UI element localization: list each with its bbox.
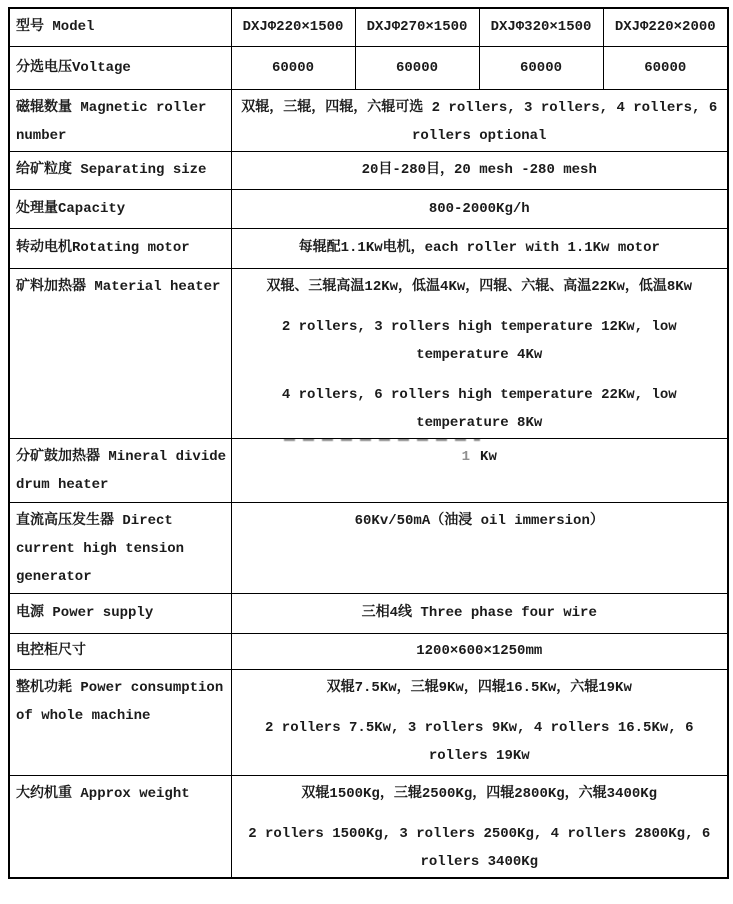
value-paragraph: 4 rollers, 6 rollers high temperature 22Kw, low temperature 8Kw bbox=[281, 386, 677, 431]
table-row-approx-weight bbox=[9, 775, 728, 878]
table-row-power-supply bbox=[9, 593, 728, 633]
row-label-approx-weight: 大约机重 Approx weight bbox=[9, 775, 231, 878]
model-cell: DXJΦ220×1500 bbox=[231, 8, 355, 46]
drum-heater-value-gray: 1 bbox=[461, 448, 471, 465]
row-label-separating-size: 给矿粒度 Separating size bbox=[9, 151, 231, 189]
value-cell-cabinet-size bbox=[231, 633, 728, 669]
table-row-model bbox=[9, 8, 728, 46]
value-paragraph: 60Kv/50mA（油浸 oil immersion） bbox=[354, 512, 604, 529]
voltage-cell: 60000 bbox=[479, 46, 603, 89]
value-cell-roller-number bbox=[231, 89, 728, 151]
row-label-roller-number: 磁辊数量 Magnetic roller number bbox=[9, 89, 231, 151]
value-cell-power-consumption bbox=[231, 669, 728, 775]
value-paragraph: 双辊7.5Kw，三辊9Kw，四辊16.5Kw，六辊19Kw bbox=[326, 679, 632, 696]
value-paragraph: 2 rollers 1500Kg, 3 rollers 2500Kg, 4 rollers 2800Kg, 6 rollers 3400Kg bbox=[248, 825, 711, 870]
value-paragraph: 双辊，三辊，四辊，六辊可选 2 rollers, 3 rollers, 4 rollers, 6 rollers optional bbox=[241, 99, 718, 144]
table-row-power-consumption bbox=[9, 669, 728, 775]
table-row-voltage bbox=[9, 46, 728, 89]
row-label-voltage: 分选电压Voltage bbox=[9, 46, 231, 89]
value-paragraph: 双辊、三辊高温12Kw，低温4Kw，四辊、六辊、高温22Kw，低温8Kw bbox=[266, 278, 693, 295]
table-row-hv-generator bbox=[9, 502, 728, 593]
value-paragraph: 2 rollers 7.5Kw, 3 rollers 9Kw, 4 rollers 16.5Kw, 6 rollers 19Kw bbox=[265, 719, 694, 764]
row-label-hv-generator: 直流高压发生器 Direct current high tension generator bbox=[9, 502, 231, 593]
row-label-rotating-motor: 转动电机Rotating motor bbox=[9, 228, 231, 268]
value-cell-material-heater bbox=[231, 268, 728, 438]
table-row-cabinet-size bbox=[9, 633, 728, 669]
voltage-cell: 60000 bbox=[603, 46, 728, 89]
value-cell-capacity bbox=[231, 189, 728, 228]
value-cell-approx-weight bbox=[231, 775, 728, 878]
table-row-drum-heater bbox=[9, 438, 728, 502]
value-cell-power-supply bbox=[231, 593, 728, 633]
watermark-smudge bbox=[284, 438, 480, 441]
table-row-roller-number bbox=[9, 89, 728, 151]
value-cell-rotating-motor bbox=[231, 228, 728, 268]
spec-table bbox=[8, 7, 729, 879]
value-paragraph: 三相4线 Three phase four wire bbox=[361, 605, 597, 621]
row-label-drum-heater: 分矿鼓加热器 Mineral divide drum heater bbox=[9, 438, 231, 502]
row-label-cabinet-size: 电控柜尺寸 bbox=[9, 633, 231, 669]
row-label-material-heater: 矿料加热器 Material heater bbox=[9, 268, 231, 438]
drum-heater-value: Kw bbox=[480, 448, 497, 465]
table-row-rotating-motor bbox=[9, 228, 728, 268]
value-cell-separating-size bbox=[231, 151, 728, 189]
value-paragraph bbox=[238, 443, 722, 471]
voltage-cell: 60000 bbox=[231, 46, 355, 89]
table-row-separating-size bbox=[9, 151, 728, 189]
value-cell-hv-generator bbox=[231, 502, 728, 593]
voltage-cell: 60000 bbox=[355, 46, 479, 89]
model-cell: DXJΦ270×1500 bbox=[355, 8, 479, 46]
value-paragraph: 20目-280目，20 mesh -280 mesh bbox=[361, 162, 597, 178]
row-label-model: 型号 Model bbox=[9, 8, 231, 46]
row-label-power-consumption: 整机功耗 Power consumption of whole machine bbox=[9, 669, 231, 775]
table-row-capacity bbox=[9, 189, 728, 228]
model-cell: DXJΦ220×2000 bbox=[603, 8, 728, 46]
row-label-power-supply: 电源 Power supply bbox=[9, 593, 231, 633]
value-paragraph: 双辊1500Kg，三辊2500Kg，四辊2800Kg，六辊3400Kg bbox=[301, 785, 658, 802]
value-paragraph: 2 rollers, 3 rollers high temperature 12Kw, low temperature 4Kw bbox=[281, 318, 677, 363]
value-paragraph: 800-2000Kg/h bbox=[428, 200, 530, 217]
value-paragraph: 每辊配1.1Kw电机，each roller with 1.1Kw motor bbox=[298, 240, 660, 256]
row-label-capacity: 处理量Capacity bbox=[9, 189, 231, 228]
model-cell: DXJΦ320×1500 bbox=[479, 8, 603, 46]
value-cell-drum-heater bbox=[231, 438, 728, 502]
table-row-material-heater bbox=[9, 268, 728, 438]
value-paragraph: 1200×600×1250mm bbox=[416, 643, 543, 659]
